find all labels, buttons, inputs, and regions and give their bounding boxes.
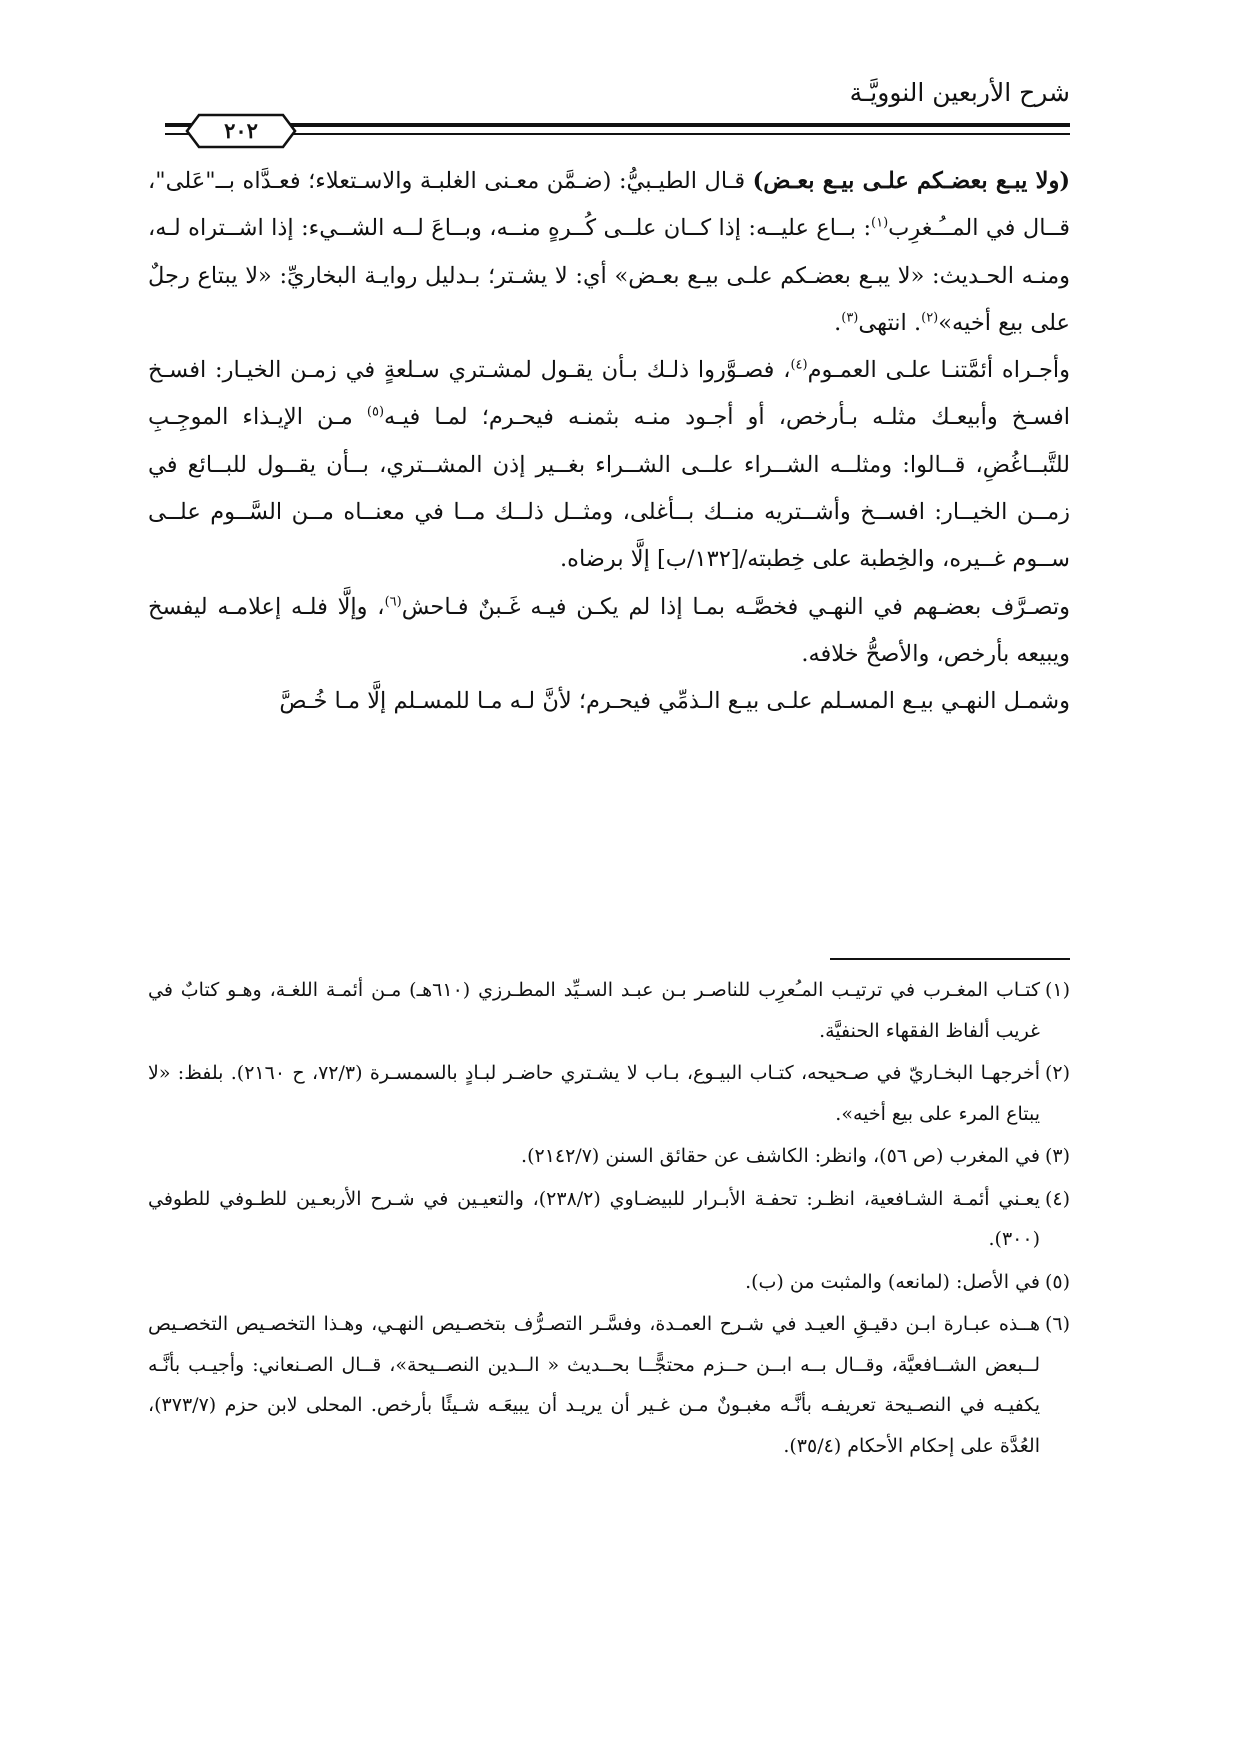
paragraph-1-text-d: . — [834, 309, 842, 336]
book-title: شرح الأربعين النوويَّـة — [849, 78, 1070, 107]
footnote-text: كتـاب المغـرب في ترتيـب المـُعرِب للناصـر بـن عبـد السـيِّد المطـرزي (٦١٠هـ) مـن أئمـة اللغـة، وهـو كتابٌ في غريب ألفاظ الفقهاء الحنفيَّة. — [148, 979, 1041, 1042]
footnote-number: (٥) — [1044, 1270, 1070, 1293]
page-number: ٢٠٢ — [224, 118, 258, 143]
header-rule-thin — [165, 133, 1070, 135]
footnote-text: يعـني أئمـة الشـافعية، انظـر: تحفـة الأبـرار للبيضـاوي (٢٣٨/٢)، والتعيـين في شـرح الأربعـين للطـوفي للطوفي (٣٠٠). — [148, 1187, 1040, 1250]
paragraph-1-text-b: : بــاع عليــه: إذا كــان علــى كُــرهٍ منــه، وبــاعَ لــه الشــيء: إذا اشــتراه لـه، ومنـه الحـديث: «لا يبـع بعضـكم علـى بيـع بعـض» أي: لا يشـتر؛ بـدليل روايـة البخاريِّ: «لا يبتاع رجلٌ على بيع أخيه» — [148, 215, 1070, 336]
header-rule-thick — [165, 123, 1070, 127]
footnote-ref-2: (٢) — [921, 310, 939, 326]
paragraph-2 — [148, 347, 1070, 583]
paragraph-1-text-c: . انتهى — [858, 309, 922, 336]
paragraph-3 — [148, 584, 1070, 679]
footnotes — [148, 970, 1070, 1468]
footnote — [148, 1262, 1070, 1303]
footnote — [148, 970, 1070, 1051]
paragraph-3-text-b: ، وإلَّا فلـه إعلامـه ليفسخ ويبيعه بأرخص، والأصحُّ خلافه. — [148, 593, 1070, 667]
footnote-number: (١) — [1044, 979, 1070, 1001]
footnote-text: هــذه عبـارة ابـن دقيـقِ العيـد في شـرح العمـدة، وفسَّـر التصـرُّف بتخصـيص النهـي، وهـذا التخصـيص التخصـيص لــبعض الشــافعيَّة، وقــال بــه ابــن حــزم محتجًّــا بحــديث « الــدين النصــيحة»، قــال الصـنعاني: وأجيـب بأنَّـه يكفيـه في النصـيحة تعريفـه بأنَّـه مغبـونٌ مـن غـير أن يريـد أن يبيعَـه شـيئًا بأرخص. المحلى لابن حزم (٣٧٣/٧)، العُدَّة على إحكام الأحكام (٣٥/٤). — [148, 1313, 1040, 1457]
paragraph-4: وشمـل النهـي بيـع المسـلم علـى بيـع الـذمِّي فيحـرم؛ لأنَّ لـه مـا للمسـلم إلَّا مـا خُـصَّ — [279, 688, 1070, 715]
paragraph-2-text-b: ، فصـوَّروا ذلـك بـأن يقـول لمشـتري سـلعةٍ في زمـن الخيـار: افسـخ افسـخ وأبيعـك مثلـه بـأرخص، أو أجـود منـه بثمنـه فيحـرم؛ لمـا فيـه — [148, 357, 1070, 431]
footnote-ref-6: (٦) — [384, 594, 402, 610]
hadith-phrase: (ولا يبـع بعضـكم علـى بيـع بعـض) — [752, 168, 1070, 194]
footnote-text: في المغرب (ص ٥٦)، وانظر: الكاشف عن حقائق السنن (٢١٤٢/٧). — [521, 1145, 1040, 1167]
paragraph-2-text-a: وأجـراه أئمَّتنـا علـى العمـوم — [807, 357, 1070, 384]
footnote-ref-1: (١) — [871, 215, 889, 231]
footnote — [148, 1053, 1070, 1134]
footnote-ref-5: (٥) — [366, 404, 385, 420]
footnote-separator — [830, 958, 1070, 960]
footnote-number: (٦) — [1044, 1313, 1070, 1335]
footnote-text: أخرجهـا البخـاريّ في صـحيحه، كتـاب البيـوع، بـاب لا يشـتري حاضـر لبـادٍ بالسمسـرة (٧٢/٣، ح ٢١٦٠). بلفظ: «لا يبتاع المرء على بيع أخيه». — [148, 1062, 1040, 1125]
footnote-number: (٣) — [1044, 1145, 1070, 1167]
paragraph-3-text-a: وتصـرَّف بعضـهم في النهـي فخصَّـه بمـا إذا لم يكـن فيـه غَـبنٌ فـاحش — [401, 593, 1070, 620]
paragraph-2-text-c: مـن الإيـذاء الموجِـبِ للتَّبــاغُضِ، قــالوا: ومثلــه الشــراء علــى الشــراء بغــير إذن المشــتري، بــأن يقــول للبــائع في زمــن الخيــار: افســخ وأشــتريه منــك بــأغلى، ومثــل ذلــك مــا في معنــاه مــن السَّــوم علــى ســوم غــيره، والخِطبة على خِطبته/[١٣٢/ب] إلَّا برضاه. — [148, 404, 1070, 573]
paragraph-1 — [148, 158, 1070, 347]
page-number-badge — [185, 113, 297, 149]
footnote-number: (٤) — [1044, 1187, 1070, 1210]
footnote-ref-3: (٣) — [841, 310, 859, 326]
footnote-text: في الأصل: (لمانعه) والمثبت من (ب). — [745, 1270, 1040, 1293]
main-text — [148, 158, 1070, 726]
footnote — [148, 1179, 1070, 1260]
footnote — [148, 1136, 1070, 1177]
paragraph-1-text-a: قـال الطيـبيُّ: (ضـمَّن معـنى الغلبـة والاسـتعلاء؛ فعـدَّاه بــ"عَلى"، قــال في المــُـغرِب — [148, 168, 1070, 242]
footnote — [148, 1304, 1070, 1466]
footnote-ref-4: (٤) — [790, 357, 808, 373]
footnote-number: (٢) — [1044, 1062, 1070, 1084]
